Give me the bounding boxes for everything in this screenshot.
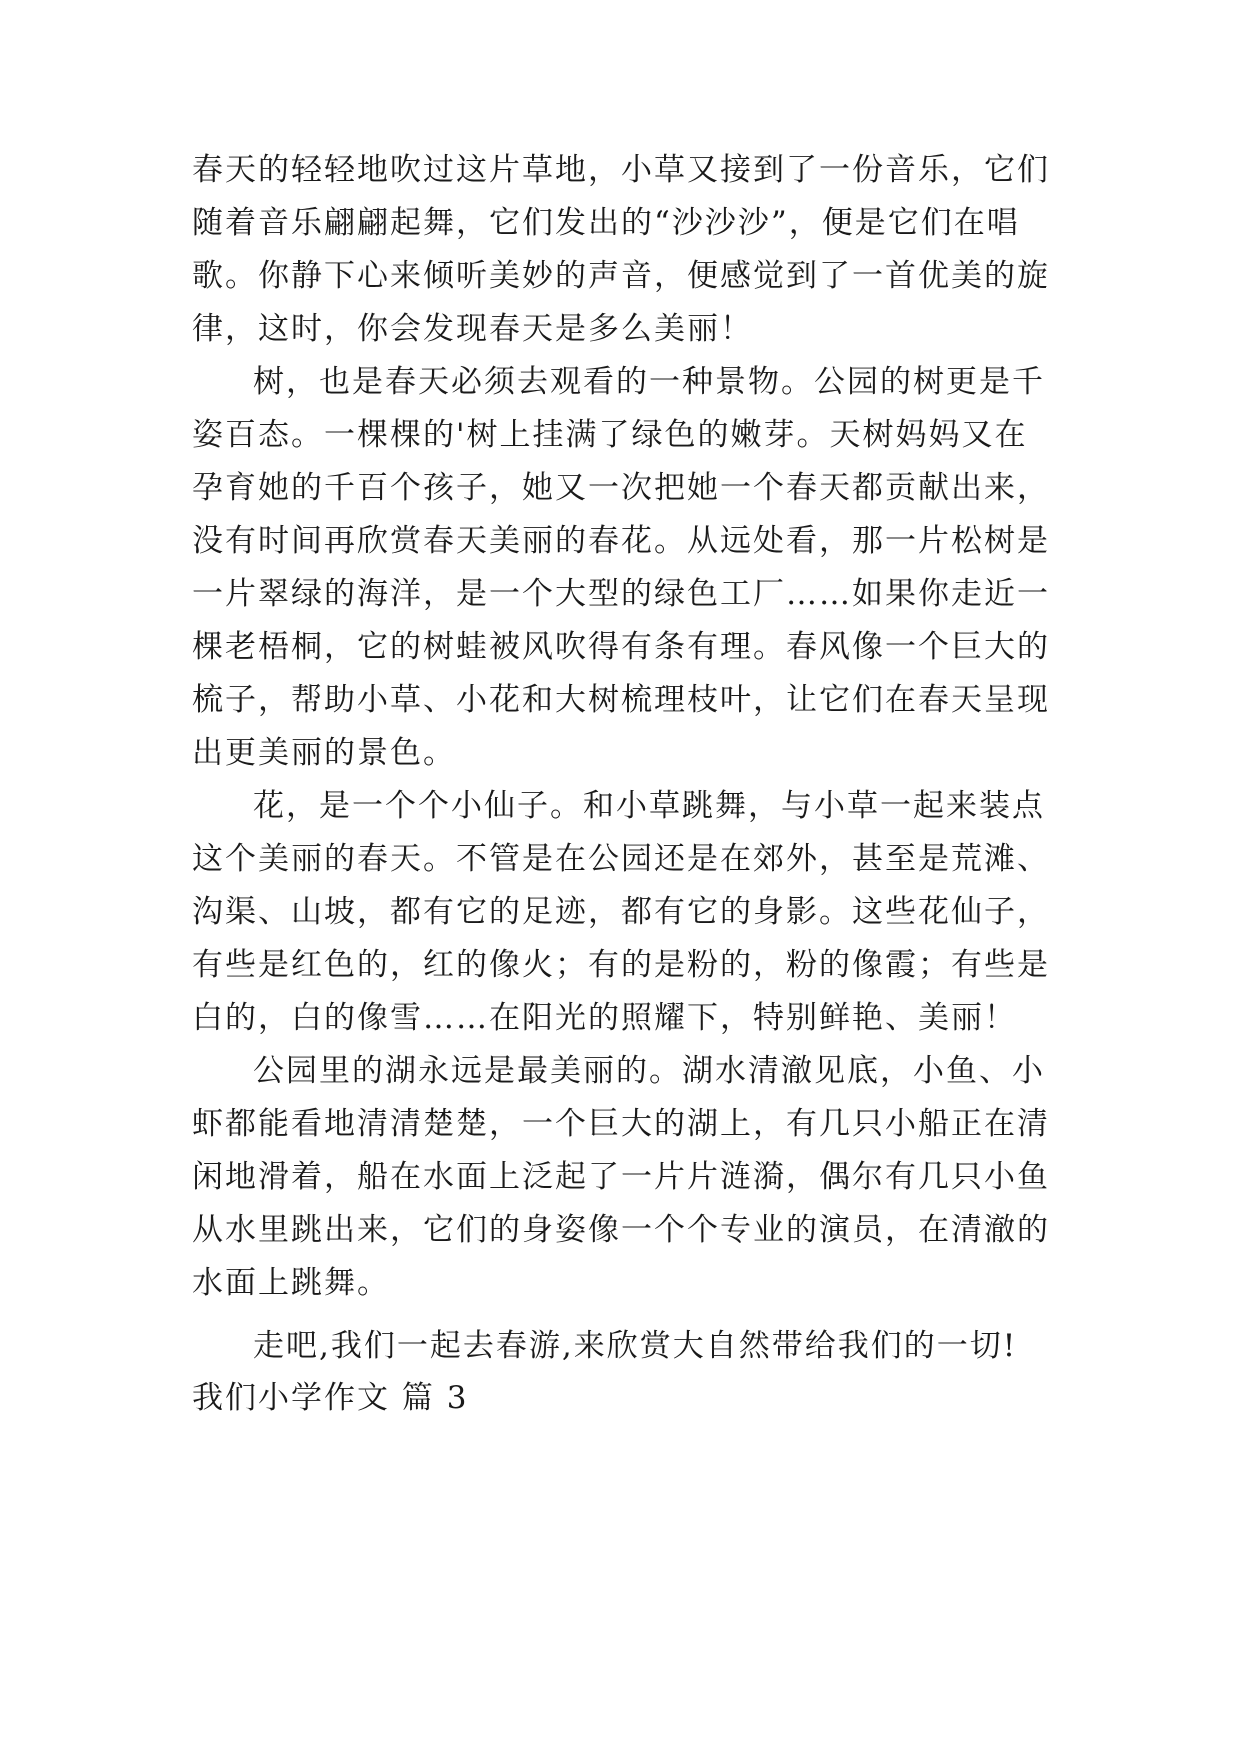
text-line: 水面上跳舞。 [192,1265,390,1301]
text-line: 白的，白的像雪……在阳光的照耀下，特别鲜艳、美丽！ [192,1000,1017,1036]
text-line: 随着音乐翩翩起舞，它们发出的“沙沙沙”，便是它们在唱 [192,205,1020,241]
text-line: 没有时间再欣赏春天美丽的春花。从远处看，那一片松树是 [192,523,1050,559]
section-heading: 我们小学作文 篇 3 [192,1380,469,1416]
paragraph-first-line: 树，也是春天必须去观看的一种景物。公园的树更是千 [253,364,1045,400]
text-line: 春天的轻轻地吹过这片草地，小草又接到了一份音乐，它们 [192,152,1050,188]
paragraph-first-line: 花，是一个个小仙子。和小草跳舞，与小草一起来装点 [253,788,1045,824]
paragraph-first-line: 走吧,我们一起去春游,来欣赏大自然带给我们的一切! [253,1328,1018,1364]
text-line: 虾都能看地清清楚楚，一个巨大的湖上，有几只小船正在清 [192,1106,1050,1142]
text-line: 一片翠绿的海洋，是一个大型的绿色工厂……如果你走近一 [192,576,1050,612]
text-line: 有些是红色的，红的像火；有的是粉的，粉的像霞；有些是 [192,947,1050,983]
text-line: 这个美丽的春天。不管是在公园还是在郊外，甚至是荒滩、 [192,841,1050,877]
text-line: 棵老梧桐，它的树蛙被风吹得有条有理。春风像一个巨大的 [192,629,1050,665]
text-line: 姿百态。一棵棵的'树上挂满了绿色的嫩芽。天树妈妈又在 [192,417,1028,453]
text-line: 梳子，帮助小草、小花和大树梳理枝叶，让它们在春天呈现 [192,682,1050,718]
paragraph-first-line: 公园里的湖永远是最美丽的。湖水清澈见底，小鱼、小 [253,1053,1045,1089]
text-line: 歌。你静下心来倾听美妙的声音，便感觉到了一首优美的旋 [192,258,1050,294]
text-line: 出更美丽的景色。 [192,735,456,771]
text-line: 闲地滑着，船在水面上泛起了一片片涟漪，偶尔有几只小鱼 [192,1159,1050,1195]
text-line: 从水里跳出来，它们的身姿像一个个专业的演员，在清澈的 [192,1212,1050,1248]
text-line: 律，这时，你会发现春天是多么美丽！ [192,311,753,347]
text-line: 沟渠、山坡，都有它的足迹，都有它的身影。这些花仙子， [192,894,1050,930]
text-line: 孕育她的千百个孩子，她又一次把她一个春天都贡献出来， [192,470,1050,506]
